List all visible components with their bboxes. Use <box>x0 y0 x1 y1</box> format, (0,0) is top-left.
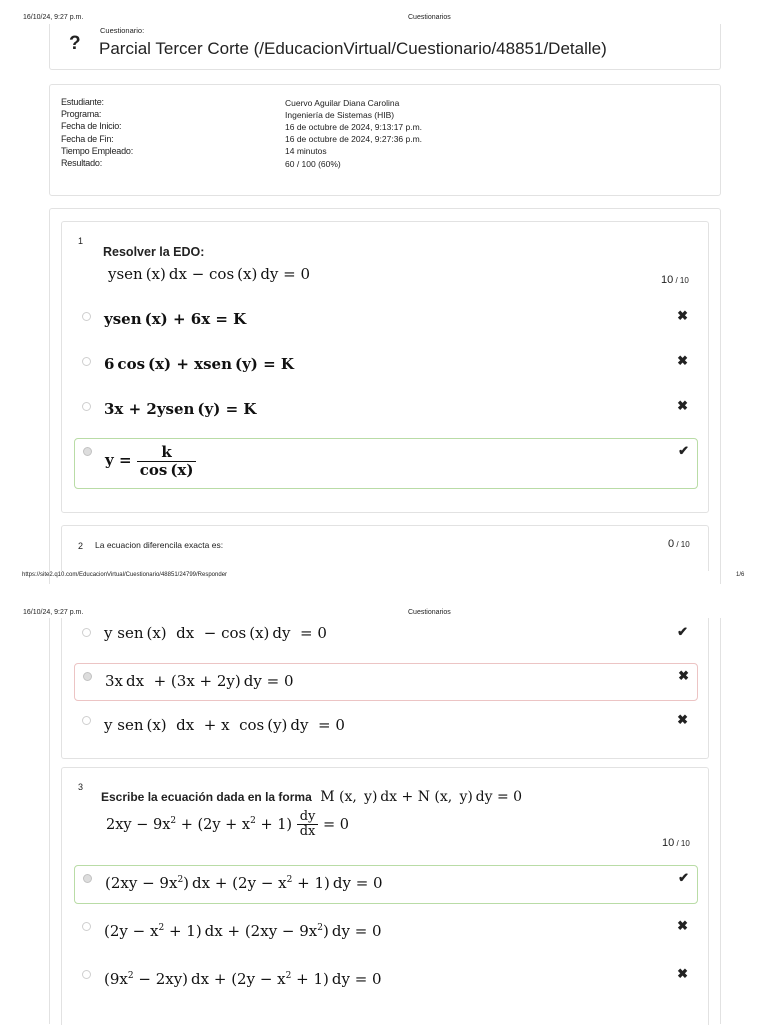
info-value: 16 de octubre de 2024, 9:27:36 p.m. <box>285 134 423 145</box>
info-label: Resultado: <box>61 158 103 168</box>
info-value: Ingeniería de Sistemas (HIB) <box>285 109 395 120</box>
question-1-number: 1 <box>78 236 84 246</box>
cross-icon: ✖ <box>677 966 688 981</box>
info-value: 14 minutos <box>285 146 327 157</box>
radio-button-selected[interactable] <box>83 874 92 883</box>
cross-icon: ✖ <box>677 712 688 727</box>
page-separator <box>0 584 768 604</box>
option-formula: 3x dx + (3x + 2y) dy = 0 <box>105 672 294 690</box>
question-3-number: 3 <box>78 782 84 792</box>
cross-icon: ✖ <box>677 353 688 368</box>
radio-button[interactable] <box>82 970 91 979</box>
question-3-equation: $2xy - 9x^2 + (2y + x^2 + 1)$ $\frac{dy}{dx}$ = 0 <box>106 809 349 840</box>
question-2-prompt: La ecuacion diferencila exacta es: <box>95 540 224 550</box>
question-1-prompt: Resolver la EDO: <box>103 245 205 259</box>
question-3-score <box>662 837 690 849</box>
cross-icon: ✖ <box>677 308 688 323</box>
option-formula: $(2xy - 9x^2)$ dx + $(2y - x^2 + 1)$ dy = 0 <box>105 874 383 892</box>
option-formula: $(2y - x^2 + 1)$ dx + $(2xy - 9x^2)$ dy = 0 <box>104 922 382 940</box>
score-value: 0 <box>668 538 675 550</box>
question-1-score <box>661 274 689 286</box>
score-total: / 10 <box>676 540 690 549</box>
option-formula: y = $\frac{k}{\cos (x)}$ <box>105 444 196 478</box>
question-3-prompt: Escribe la ecuación dada en la forma <box>101 790 312 804</box>
option-formula: y sen (x) dx − cos (x) dy = 0 <box>104 624 327 642</box>
info-label: Estudiante: <box>61 97 104 107</box>
cross-icon: ✖ <box>678 668 689 683</box>
info-value: Cuervo Aguilar Diana Carolina <box>285 97 400 108</box>
quiz-label: Cuestionario: <box>100 26 145 35</box>
radio-button-selected[interactable] <box>83 672 92 681</box>
print-page-title-2: Cuestionarios <box>408 609 451 616</box>
q2-option-2[interactable] <box>74 663 698 701</box>
cross-icon: ✖ <box>677 918 688 933</box>
q2-option-1[interactable] <box>74 620 696 652</box>
form-formula: M (x, y) dx + N (x, y) dy = 0 <box>320 789 523 805</box>
radio-button[interactable] <box>82 357 91 366</box>
score-value: 10 <box>662 837 675 849</box>
q3-option-1[interactable] <box>74 865 698 904</box>
question-1-equation: ysen (x) dx − cos (x) dy = 0 <box>108 265 311 283</box>
score-total: / 10 <box>676 839 690 848</box>
check-icon: ✔ <box>678 870 689 885</box>
radio-button[interactable] <box>82 312 91 321</box>
check-icon: ✔ <box>677 624 688 639</box>
q3-option-2[interactable] <box>74 914 696 950</box>
print-datetime: 16/10/24, 9:27 p.m. <box>23 14 84 21</box>
radio-button[interactable] <box>82 716 91 725</box>
q1-option-2[interactable] <box>74 349 696 383</box>
print-page-title: Cuestionarios <box>408 14 451 21</box>
option-formula: ysen (x) + 6x = K <box>104 310 247 328</box>
q2-option-3[interactable] <box>74 708 696 742</box>
info-value: 16 de octubre de 2024, 9:13:17 p.m. <box>285 121 423 132</box>
score-value: 10 <box>661 274 674 286</box>
question-2-score <box>668 538 690 550</box>
radio-button[interactable] <box>82 402 91 411</box>
cross-icon: ✖ <box>677 398 688 413</box>
question-2-number: 2 <box>78 541 84 551</box>
question-mark-icon: ? <box>69 33 81 54</box>
q1-option-4[interactable] <box>74 438 698 489</box>
option-formula: y sen (x) dx + x cos (y) dy = 0 <box>104 716 345 734</box>
radio-button[interactable] <box>82 628 91 637</box>
score-total: / 10 <box>675 276 689 285</box>
info-label: Tiempo Empleado: <box>61 145 134 156</box>
info-label: Programa: <box>61 109 102 120</box>
question-3-prompt-line <box>101 788 522 806</box>
radio-button-selected[interactable] <box>83 447 92 456</box>
option-formula: 6 cos (x) + xsen (y) = K <box>104 355 294 373</box>
print-datetime-2: 16/10/24, 9:27 p.m. <box>23 609 84 616</box>
option-formula: 3x + 2ysen (y) = K <box>104 400 257 418</box>
info-label: Fecha de Inicio: <box>61 121 122 132</box>
radio-button[interactable] <box>82 922 91 931</box>
print-url: https://site2.q10.com/EducacionVirtual/Cuestionario/48851/24799/Responder <box>22 572 228 578</box>
quiz-header-card <box>49 24 721 70</box>
option-formula: $(9x^2 - 2xy)$ dx + $(2y - x^2 + 1)$ dy = 0 <box>104 970 382 988</box>
print-page-number: 1/6 <box>736 572 745 578</box>
info-value: 60 / 100 (60%) <box>285 158 341 169</box>
info-label: Fecha de Fin: <box>61 133 114 144</box>
q1-option-3[interactable] <box>74 394 696 428</box>
q1-option-1[interactable] <box>74 304 696 338</box>
check-icon: ✔ <box>678 443 689 458</box>
quiz-title: Parcial Tercer Corte (/EducacionVirtual/Cuestionario/48851/Detalle) <box>99 39 607 58</box>
q3-option-3[interactable] <box>74 962 696 998</box>
